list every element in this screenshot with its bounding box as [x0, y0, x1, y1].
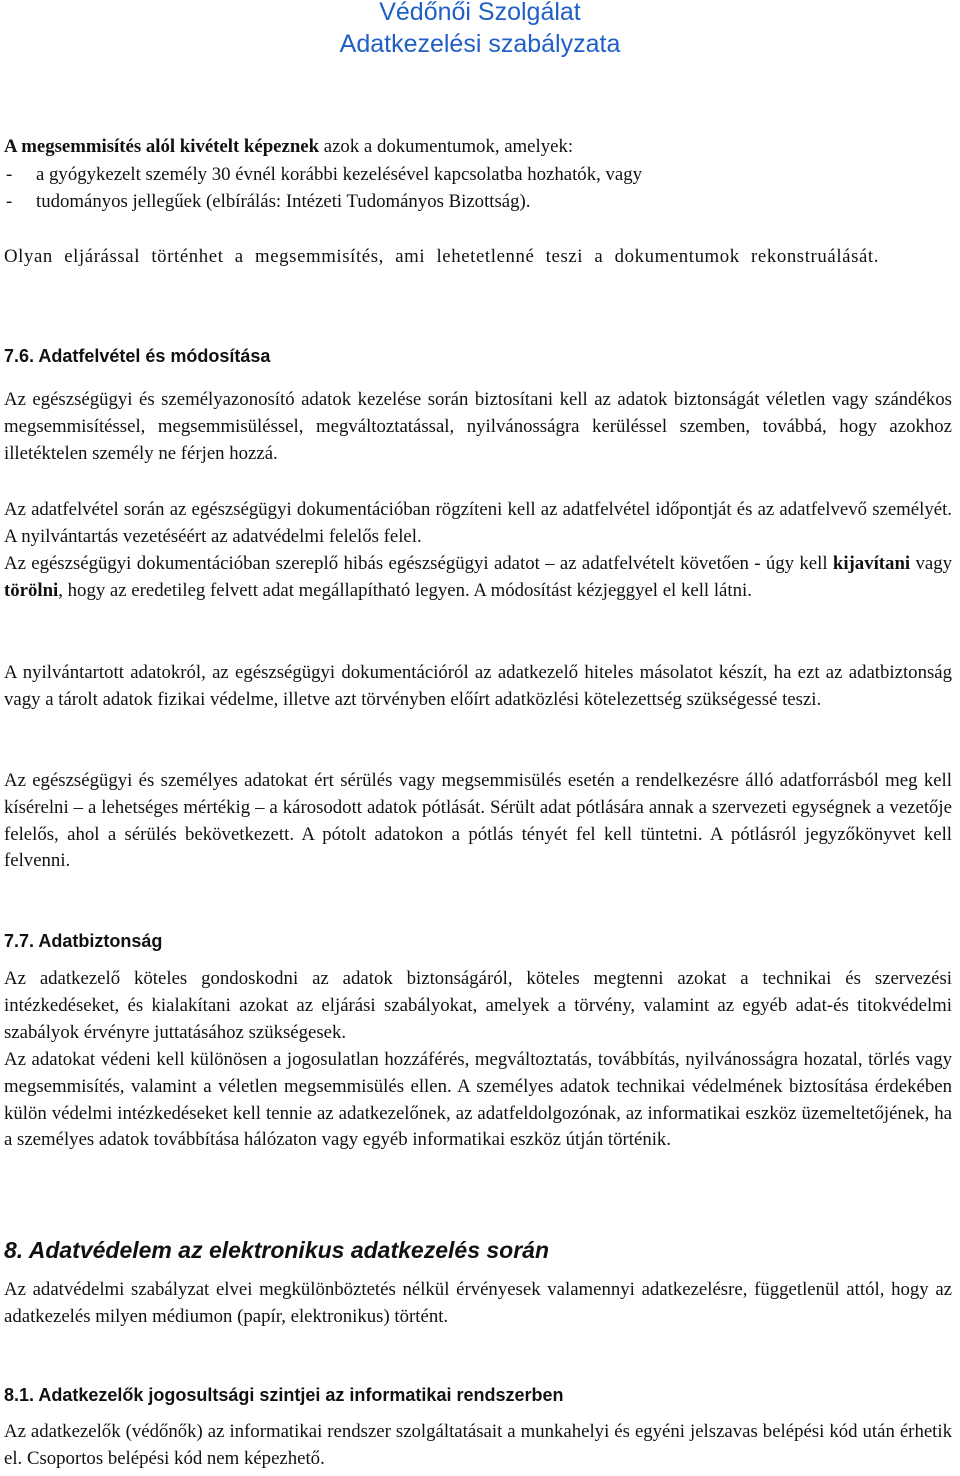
- s76-paragraph-4: A nyilvántartott adatokról, az egészségügyi dokumentációról az adatkezelő hiteles másolatot készít, ha ezt az adatbiztonság vagy a tárolt adatok fizikai védelme, illetve azt törvényben előírt adatközlési kötelezettség szükségessé teszi.: [4, 662, 952, 710]
- intro-rest: azok a dokumentumok, amelyek:: [319, 136, 574, 157]
- section-heading-8-1: 8.1. Adatkezelők jogosultsági szintjei az informatikai rendszerben: [4, 1385, 564, 1405]
- s81-paragraph-1: Az adatkezelők (védőnők) az informatikai rendszer szolgáltatásait a munkahelyi és egyéni jelszavas belépési kód után érhetik el. Csoportos belépési kód nem képezhető.: [4, 1421, 952, 1469]
- document-header: [0, 0, 960, 60]
- s76-p3-text-c: vagy: [910, 553, 952, 574]
- intro-paragraph: [4, 134, 952, 161]
- section-heading-8: 8. Adatvédelem az elektronikus adatkezelés során: [4, 1237, 550, 1263]
- s76-p3-text-a: Az egészségügyi dokumentációban szereplő hibás egészségügyi adatot – az adatfelvételt követően - úgy kell: [4, 553, 833, 574]
- s76-p3-bold-fix: kijavítani: [832, 553, 911, 574]
- s77-paragraph-2: Az adatokat védeni kell különösen a jogosulatlan hozzáférés, megváltoztatás, továbbítás, nyilvánosságra hozatal, törlés vagy megsemmisítés, valamint a véletlen megsemmisülés ellen. A személyes adatok technikai védelmének biztosítása érdekében külön védelmi intézkedéseket kell tennie az adatkezelőnek, az adatfeldolgozónak, az informatikai eszköz üzemeltetőjének, ha a személyes adatok továbbítása hálózaton vagy egyéb informatikai eszköz útján történik.: [4, 1049, 952, 1151]
- header-title-line1: Védőnői Szolgálat: [379, 0, 581, 26]
- list-dash: -: [6, 190, 13, 212]
- list-item-text: a gyógykezelt személy 30 évnél korábbi kezelésével kapcsolatba hozhatók, vagy: [36, 164, 642, 185]
- s8-paragraph-1: Az adatvédelmi szabályzat elvei megkülönböztetés nélkül érvényesek valamennyi adatkezelésre, függetlenül attól, hogy az adatkezelés milyen médiumon (papír, elektronikus) történt.: [4, 1279, 952, 1327]
- intro-bold-lead: A megsemmisítés alól kivételt képeznek: [4, 136, 320, 157]
- header-title-line2: Adatkezelési szabályzata: [339, 30, 621, 58]
- s77-paragraph-1: Az adatkezelő köteles gondoskodni az adatok biztonságáról, köteles megtenni azokat a technikai és szervezési intézkedéseket, és kialakítani azokat az eljárási szabályokat, amelyek a törvény, valamint az egyéb adat-és titokvédelmi szabályok érvényre juttatásához szükségesek.: [4, 968, 952, 1043]
- section-heading-7-7: 7.7. Adatbiztonság: [4, 931, 163, 951]
- s76-paragraph-5: Az egészségügyi és személyes adatokat ért sérülés vagy megsemmisülés esetén a rendelkezésre álló adatforrásból meg kell kísérelni – a lehetséges mértékig – a károsodott adatok pótlását. Sérült adat pótlására annak a szervezeti egységnek a vezetője felelős, ahol a sérülés bekövetkezett. A pótolt adatokon a pótlás tényét fel kell tüntetni. A pótlásról jegyzőkönyvet kell felvenni.: [4, 770, 952, 872]
- s76-p3-text-d: , hogy az eredetileg felvett adat megállapítható legyen. A módosítást kézjeggyel el kell látni.: [58, 579, 752, 601]
- s76-paragraph-3: [4, 551, 952, 605]
- exception-list: [4, 162, 952, 216]
- destruction-paragraph: Olyan eljárással történhet a megsemmisítés, ami lehetetlenné teszi a dokumentumok rekonstruálását.: [4, 246, 880, 267]
- list-item: [4, 162, 952, 189]
- list-item: [4, 189, 952, 216]
- list-dash: -: [6, 164, 13, 185]
- s76-p3-bold-delete: törölni: [4, 579, 59, 601]
- list-item-text: tudományos jellegűek (elbírálás: Intézeti Tudományos Bizottság).: [36, 190, 531, 212]
- s76-paragraph-2: Az adatfelvétel során az egészségügyi dokumentációban rögzíteni kell az adatfelvétel időpontját és az adatfelvevő személyét. A nyilvántartás vezetéséért az adatvédelmi felelős felel.: [4, 499, 952, 547]
- s76-paragraph-1: Az egészségügyi és személyazonosító adatok kezelése során biztosítani kell az adatok biztonságát véletlen vagy szándékos megsemmisítéssel, megsemmisüléssel, megváltoztatással, nyilvánosságra kerüléssel szemben, továbbá, hogy azokhoz illetéktelen személy ne férjen hozzá.: [4, 389, 952, 464]
- section-heading-7-6: 7.6. Adatfelvétel és módosítása: [4, 346, 271, 366]
